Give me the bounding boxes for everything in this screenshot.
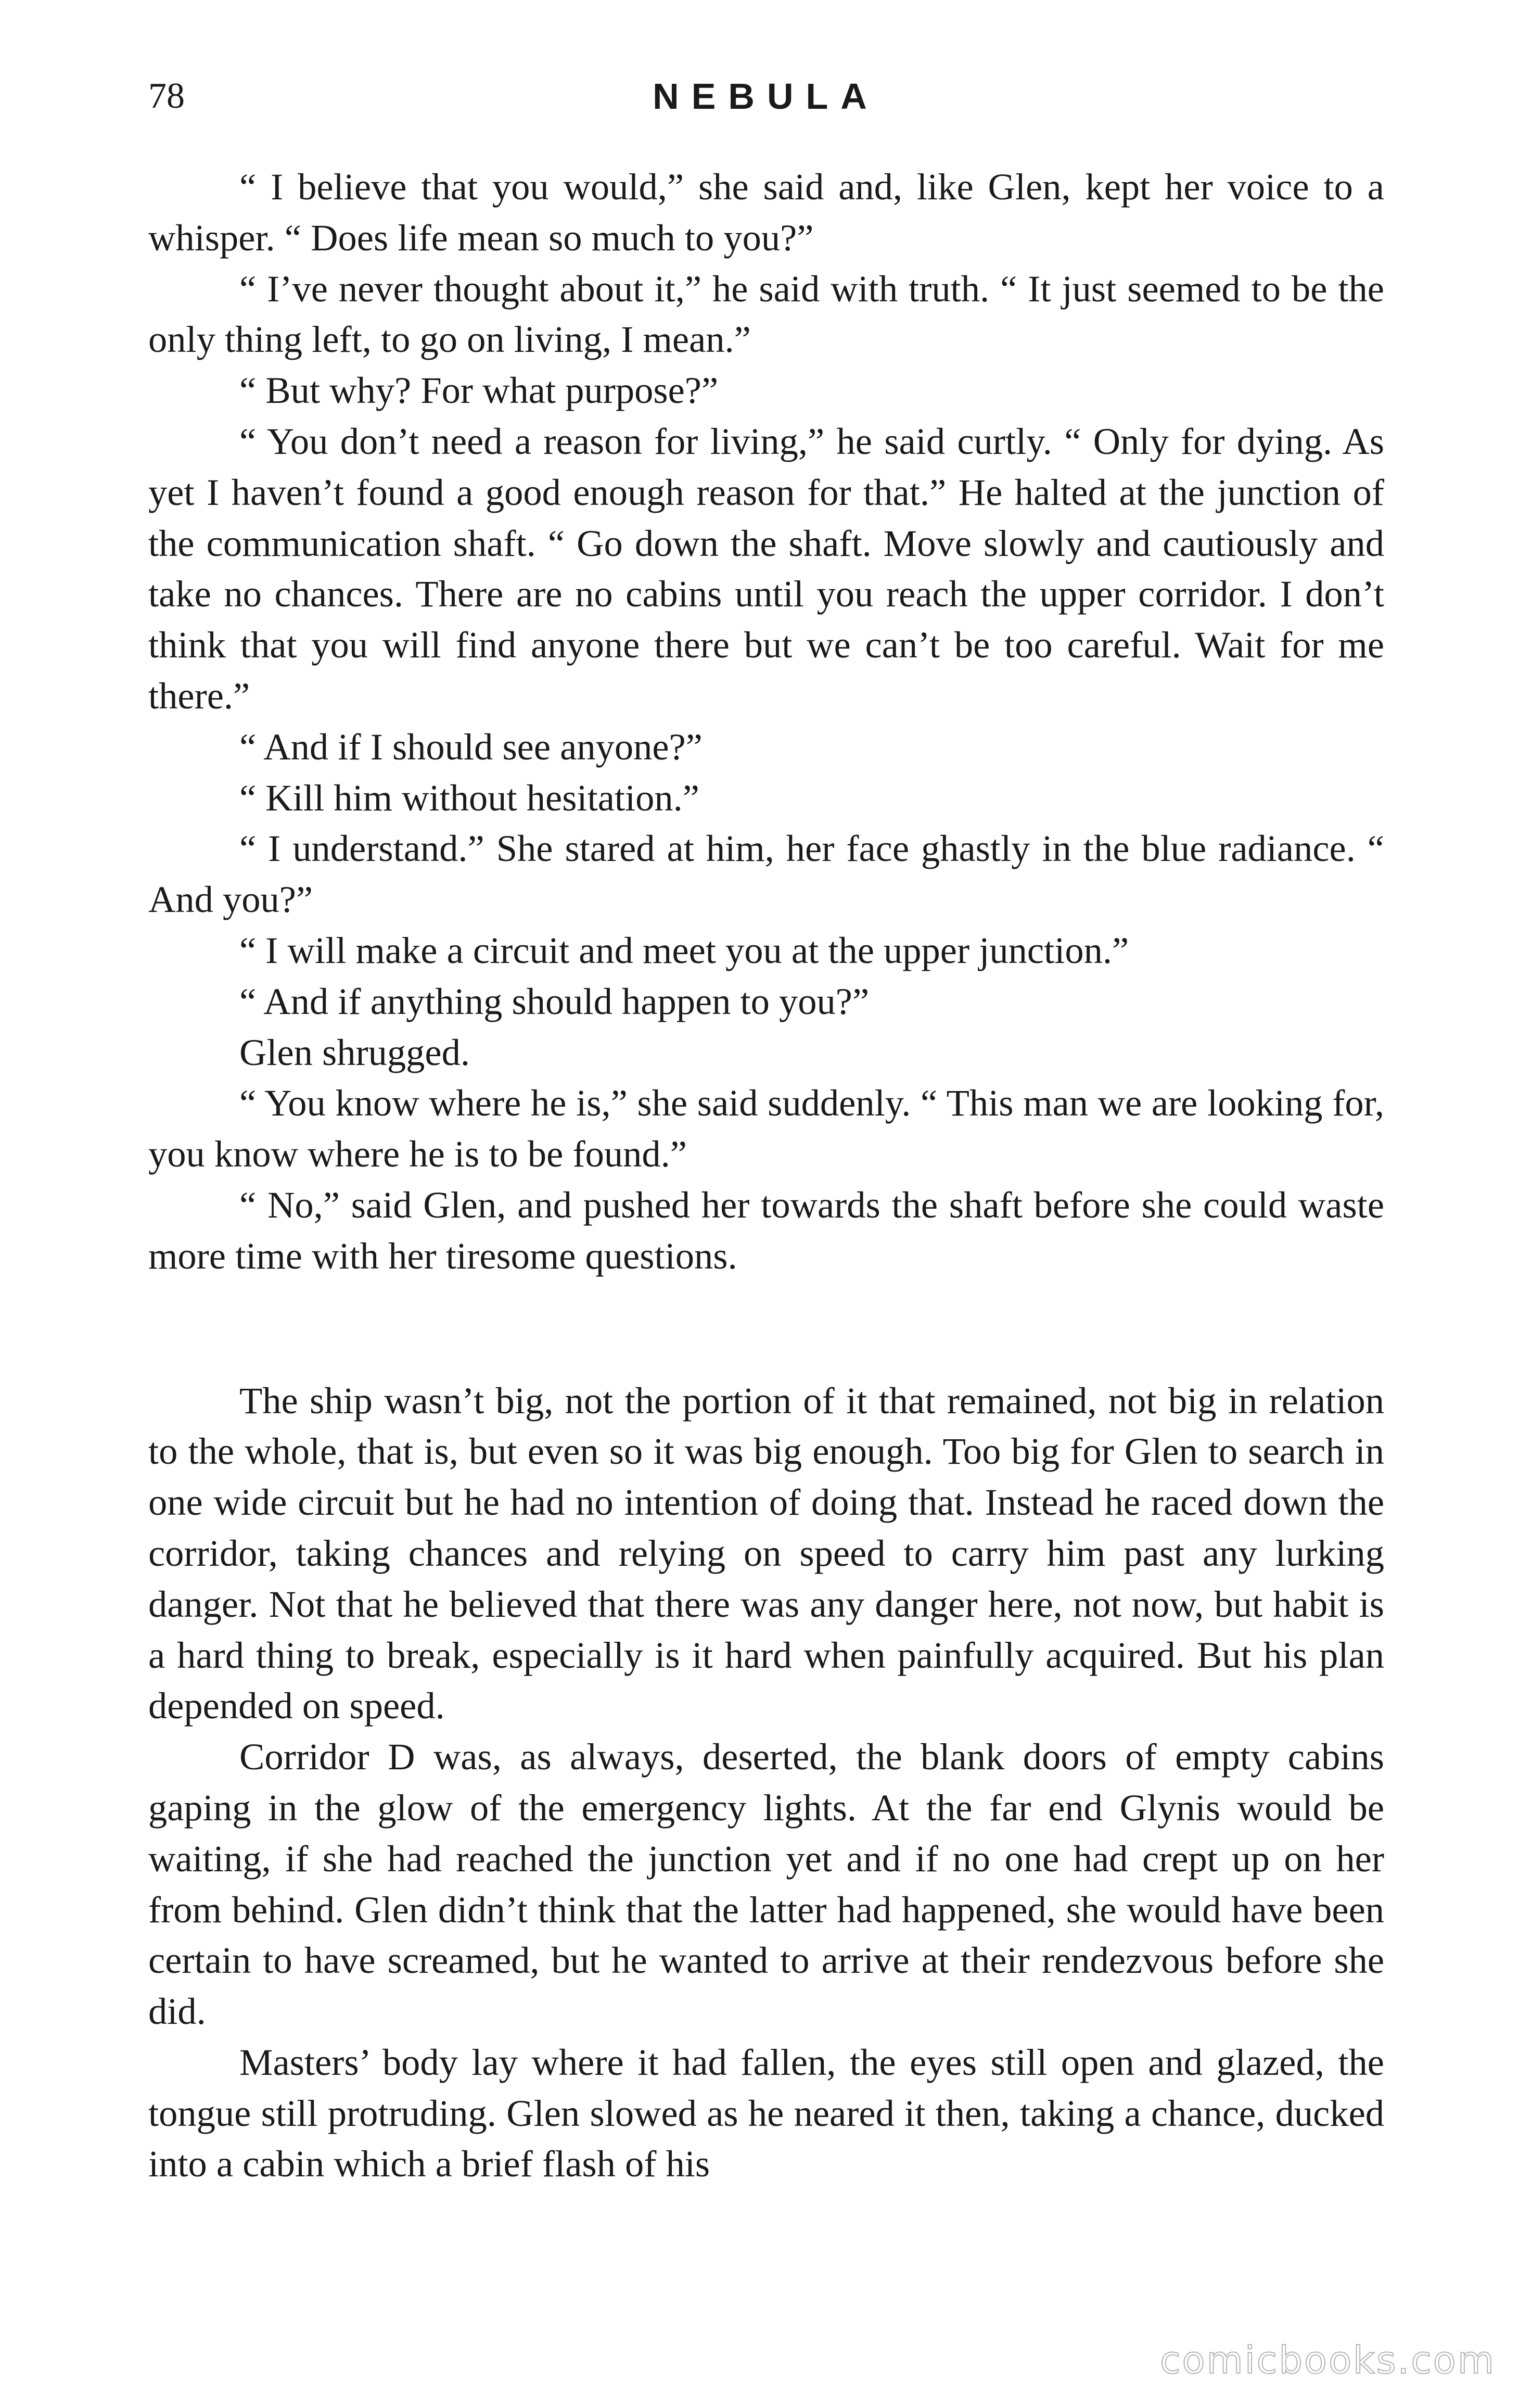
body-text [148,161,1384,2189]
paragraph: “ I believe that you would,” she said and, like Glen, kept her voice to a whisper. “ Does life mean so much to you?” [148,166,1384,259]
paragraph: Masters’ body lay where it had fallen, the eyes still open and glazed, the tongue still protruding. Glen slowed as he neared it then, taking a chance, ducked into a cabin which a brief flash of his [148,2041,1384,2185]
paragraph: “ You know where he is,” she said suddenly. “ This man we are looking for, you know where he is to be found.” [148,1082,1384,1175]
running-head-title: NEBULA [653,76,879,117]
paragraph: Glen shrugged. [239,1031,470,1073]
paragraph: “ I understand.” She stared at him, her face ghastly in the blue radiance. “ And you?” [148,827,1384,921]
paragraph: “ No,” said Glen, and pushed her towards the shaft before she could waste more time with her tiresome questions. [148,1183,1384,1277]
page-number: 78 [148,76,185,116]
paragraph-section-start: The ship wasn’t big, not the portion of it that remained, not big in relation to the whole, that is, but even so it was big enough. Too big for Glen to search in one wide circuit but he had no intention of doing that. Instead he raced down the corridor, taking chances and relying on speed to carry him past any lurking danger. Not that he believed that there was any danger here, not now, but habit is a hard thing to break, especially is it hard when painfully acquired. But his plan depended on speed. [148,1379,1384,1727]
paragraph: “ And if I should see anyone?” [239,725,703,768]
paragraph: “ I’ve never thought about it,” he said with truth. “ It just seemed to be the only thing left, to go on living, I mean.” [148,267,1384,361]
paragraph: “ But why? For what purpose?” [239,369,719,412]
paragraph: “ Kill him without hesitation.” [239,776,699,819]
paragraph: “ And if anything should happen to you?” [239,980,870,1022]
watermark-text: comicbooks.com [1159,2338,1496,2382]
page-header [148,68,1384,125]
paragraph: “ You don’t need a reason for living,” he said curtly. “ Only for dying. As yet I haven’t found a good enough reason for that.” He halted at the junction of the communication shaft. “ Go down the shaft. Move slowly and cautiously and take no chances. There are no cabins until you reach the upper corridor. I don’t think that you will find anyone there but we can’t be too careful. Wait for me there.” [148,420,1384,717]
paragraph: Corridor D was, as always, deserted, the blank doors of empty cabins gaping in the glow of the emergency lights. At the far end Glynis would be waiting, if she had reached the junction yet and if no one had crept up on her from behind. Glen didn’t think that the latter had happened, she would have been certain to have screamed, but he wanted to arrive at their rendezvous before she did. [148,1735,1384,2033]
paragraph: “ I will make a circuit and meet you at the upper junction.” [239,929,1129,971]
